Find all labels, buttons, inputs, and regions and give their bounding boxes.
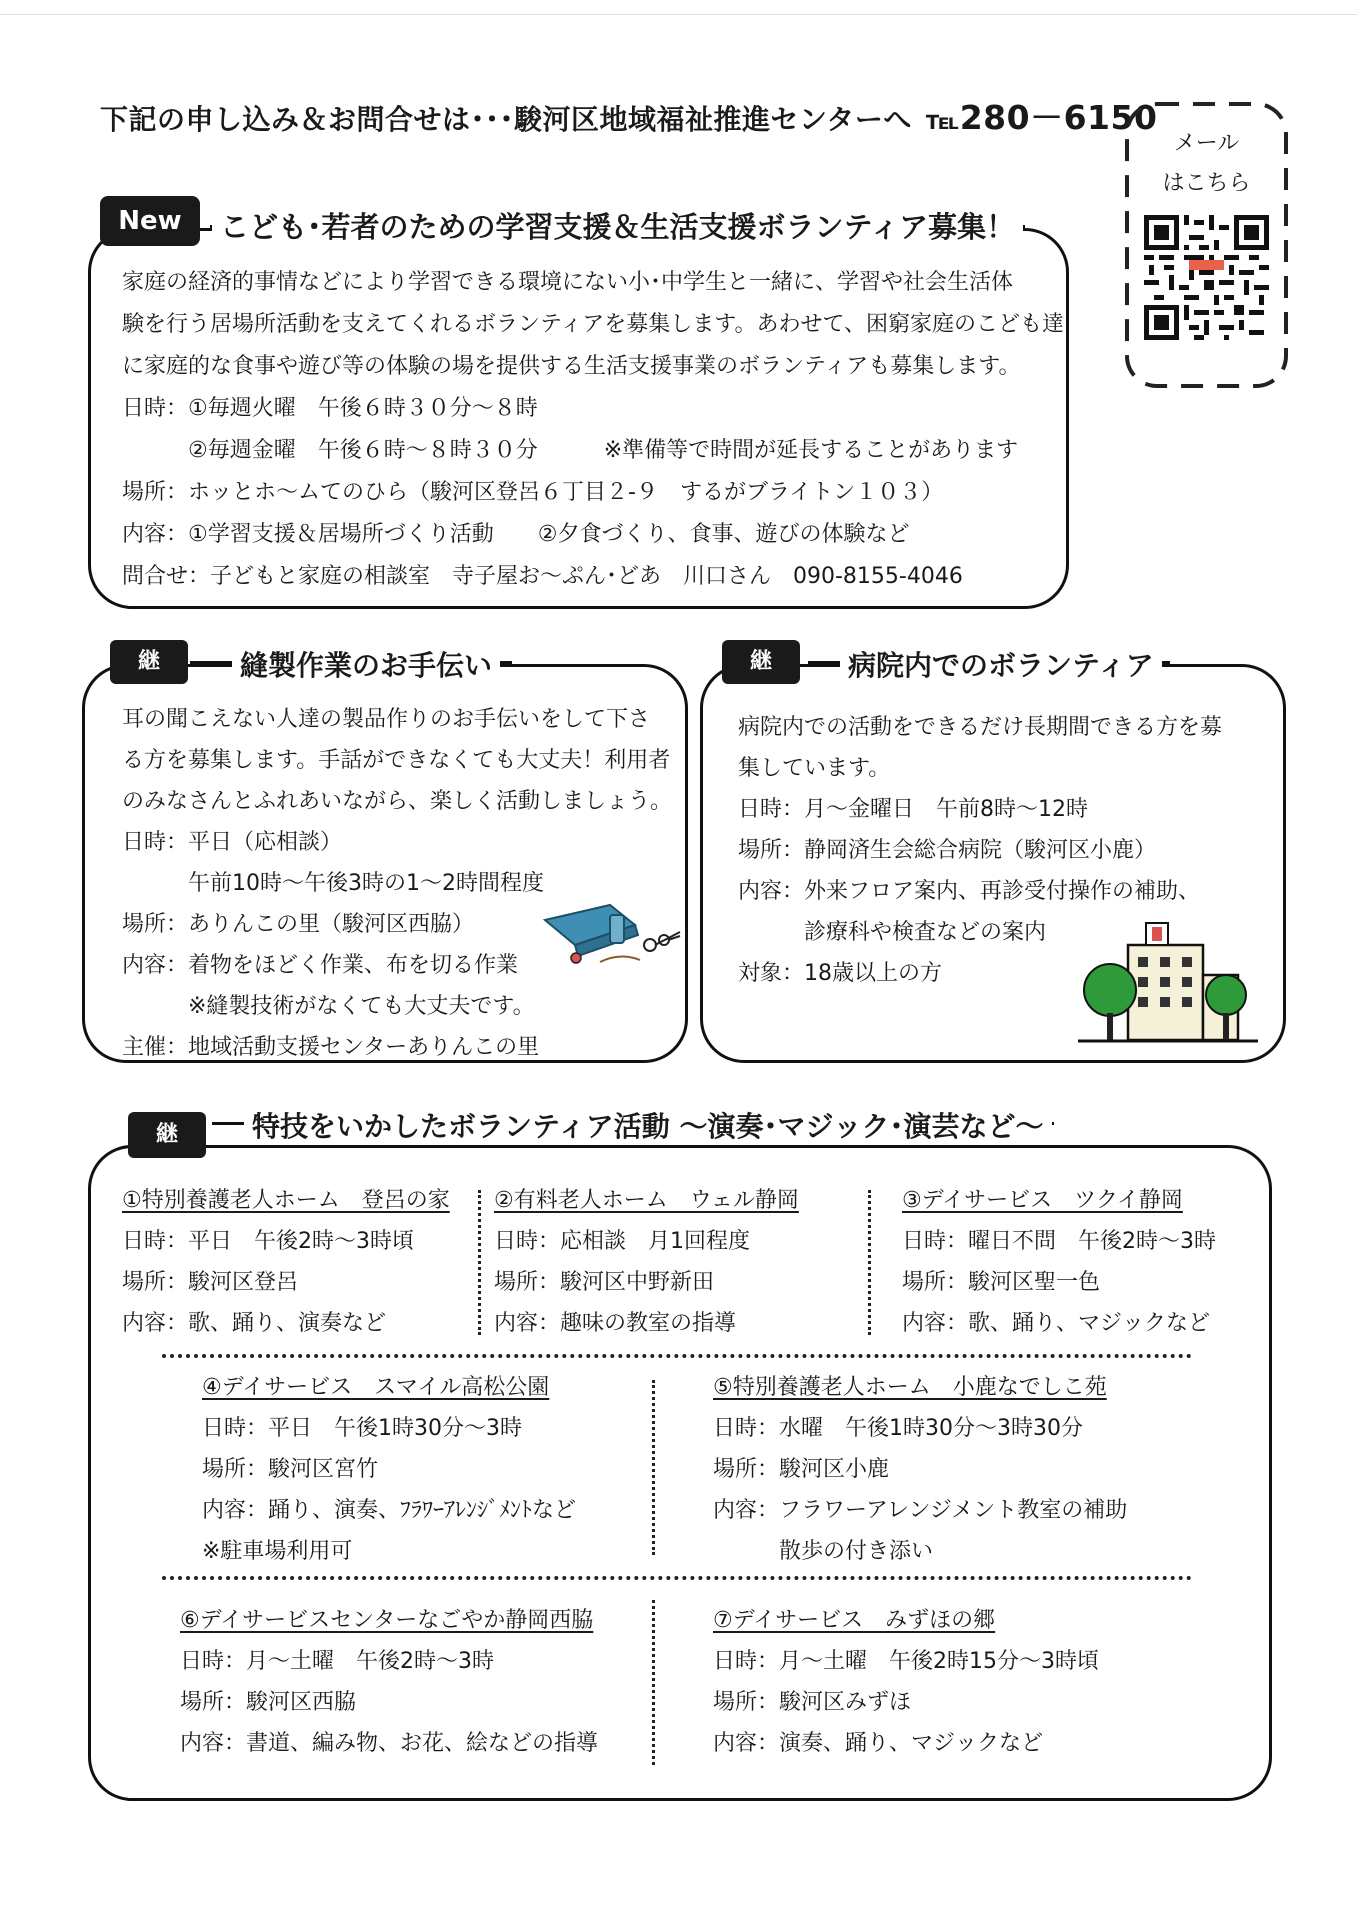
- facility-line: 内容：フラワーアレンジメント教室の補助: [713, 1498, 1128, 1523]
- qr-code-icon[interactable]: [1144, 215, 1269, 340]
- continuing-badge: 継: [110, 640, 188, 684]
- section-hospital-line: 内容：外来フロア案内、再診受付操作の補助、: [738, 879, 1201, 904]
- section-hospital-line: 対象：18歳以上の方: [738, 961, 942, 986]
- facility-line: 内容：演奏、踊り、マジックなど: [713, 1731, 1044, 1756]
- tel-mark: ℡: [925, 106, 960, 136]
- row-divider: [162, 1576, 1192, 1580]
- facility-line: 内容：歌、踊り、マジックなど: [902, 1311, 1211, 1336]
- qr-label-line2: はこちら: [1162, 171, 1251, 196]
- section-hospital-title: 病院内でのボランティア: [840, 644, 1162, 684]
- facility-line: 散歩の付き添い: [713, 1539, 934, 1564]
- facility-line: 日時：水曜 午後1時30分～3時30分: [713, 1416, 1083, 1441]
- facility-line: 場所：駿河区中野新田: [494, 1270, 715, 1295]
- qr-block[interactable]: [1123, 100, 1290, 390]
- section-sewing-line: 午前10時～午後3時の1～2時間程度: [122, 871, 544, 896]
- section-new-line: 日時：①毎週火曜 午後６時３０分～８時: [122, 396, 538, 421]
- section-talent-title: 特技をいかしたボランティア活動 ～演奏･マジック･演芸など～: [244, 1105, 1052, 1145]
- section-hospital-line: 病院内での活動をできるだけ長期間できる方を募: [738, 715, 1223, 740]
- section-new-line: 家庭の経済的事情などにより学習できる環境にない小･中学生と一緒に、学習や社会生活体: [122, 270, 1014, 295]
- section-sewing-line: のみなさんとふれあいながら、楽しく活動しましょう。: [122, 789, 673, 814]
- section-new-line: 験を行う居場所活動を支えてくれるボランティアを募集します。あわせて、困窮家庭のこども達: [122, 312, 1065, 337]
- continuing-badge: 継: [722, 640, 800, 684]
- continuing-badge: 継: [128, 1112, 206, 1158]
- facility-name: ⑤特別養護老人ホーム 小鹿なでしこ苑: [713, 1375, 1107, 1400]
- tel-number: 280－6150: [959, 98, 1158, 137]
- section-sewing-line: 耳の聞こえない人達の製品作りのお手伝いをして下さ: [122, 707, 651, 732]
- facility-name: ⑥デイサービスセンターなごやか静岡西脇: [180, 1608, 594, 1633]
- facility-name: ⑦デイサービス みずほの郷: [713, 1608, 996, 1633]
- facility-line: 内容：趣味の教室の指導: [494, 1311, 737, 1336]
- facility-line: 場所：駿河区聖一色: [902, 1270, 1101, 1295]
- section-sewing-line: ※縫製技術がなくても大丈夫です。: [122, 994, 535, 1019]
- new-badge: New: [100, 196, 200, 246]
- facility-name: ④デイサービス スマイル高松公園: [202, 1375, 550, 1400]
- facility-name: ②有料老人ホーム ウェル静岡: [494, 1188, 799, 1213]
- section-hospital-line: 日時：月～金曜日 午前8時～12時: [738, 797, 1088, 822]
- section-new-line: ②毎週金曜 午後６時～８時３０分 ※準備等で時間が延長することがあります: [122, 438, 1019, 463]
- facility-line: 日時：曜日不問 午後2時～3時: [902, 1229, 1216, 1254]
- facility-line: 場所：駿河区登呂: [122, 1270, 299, 1295]
- facility-line: 内容：書道、編み物、お花、絵などの指導: [180, 1731, 599, 1756]
- facility-line: 日時：平日 午後1時30分～3時: [202, 1416, 522, 1441]
- facility-line: 場所：駿河区みずほ: [713, 1690, 912, 1715]
- column-divider: [652, 1380, 655, 1555]
- column-divider: [478, 1190, 481, 1335]
- section-new-line: 問合せ：子どもと家庭の相談室 寺子屋お～ぷん･どあ 川口さん 090-8155-4046: [122, 564, 963, 589]
- contact-header-text: 下記の申し込み＆お問合せは･･･駿河区地域福祉推進センターへ: [100, 103, 912, 136]
- facility-line: 日時：月～土曜 午後2時～3時: [180, 1649, 494, 1674]
- section-new-line: 場所：ホッとホ～ムてのひら（駿河区登呂６丁目２-９ するがブライトン１０３）: [122, 480, 944, 505]
- facility-line: 場所：駿河区小鹿: [713, 1457, 890, 1482]
- section-hospital-line: 集しています。: [738, 756, 891, 781]
- section-sewing-line: 内容：着物をほどく作業、布を切る作業: [122, 953, 519, 978]
- facility-line: 場所：駿河区宮竹: [202, 1457, 379, 1482]
- section-new-line: 内容：①学習支援＆居場所づくり活動 ②夕食づくり、食事、遊びの体験など: [122, 522, 910, 547]
- facility-line: 日時：応相談 月1回程度: [494, 1229, 750, 1254]
- sewing-tools-icon: [540, 890, 685, 970]
- section-sewing-line: 日時：平日（応相談）: [122, 830, 343, 855]
- facility-line: 場所：駿河区西脇: [180, 1690, 357, 1715]
- section-sewing-title: 縫製作業のお手伝い: [232, 644, 500, 684]
- section-new-line: に家庭的な食事や遊び等の体験の場を提供する生活支援事業のボランティアも募集します。: [122, 354, 1021, 379]
- section-hospital-line: 診療科や検査などの案内: [738, 920, 1047, 945]
- column-divider: [652, 1600, 655, 1765]
- qr-label-line1: メール: [1173, 131, 1240, 156]
- contact-header: [100, 92, 1157, 139]
- facility-name: ③デイサービス ツクイ静岡: [902, 1188, 1183, 1213]
- top-rule: [0, 14, 1357, 15]
- section-sewing-line: る方を募集します。手話ができなくても大丈夫！利用者: [122, 748, 671, 773]
- facility-line: 内容：歌、踊り、演奏など: [122, 1311, 387, 1336]
- section-hospital-line: 場所：静岡済生会総合病院（駿河区小鹿）: [738, 838, 1157, 863]
- facility-line: 日時：月～土曜 午後2時15分～3時頃: [713, 1649, 1099, 1674]
- facility-line: ※駐車場利用可: [202, 1539, 353, 1564]
- facility-name: ①特別養護老人ホーム 登呂の家: [122, 1188, 450, 1213]
- section-sewing-line: 場所：ありんこの里（駿河区西脇）: [122, 912, 475, 937]
- hospital-icon: [1078, 915, 1258, 1050]
- facility-line: 内容：踊り、演奏、ﾌﾗﾜｰｱﾚﾝｼﾞﾒﾝﾄなど: [202, 1498, 577, 1523]
- column-divider: [868, 1190, 871, 1335]
- facility-line: 日時：平日 午後2時～3時頃: [122, 1229, 414, 1254]
- section-sewing-line: 主催：地域活動支援センターありんこの里: [122, 1035, 540, 1060]
- section-new-title: こども･若者のための学習支援＆生活支援ボランティア募集！: [212, 205, 1023, 246]
- row-divider: [162, 1354, 1192, 1358]
